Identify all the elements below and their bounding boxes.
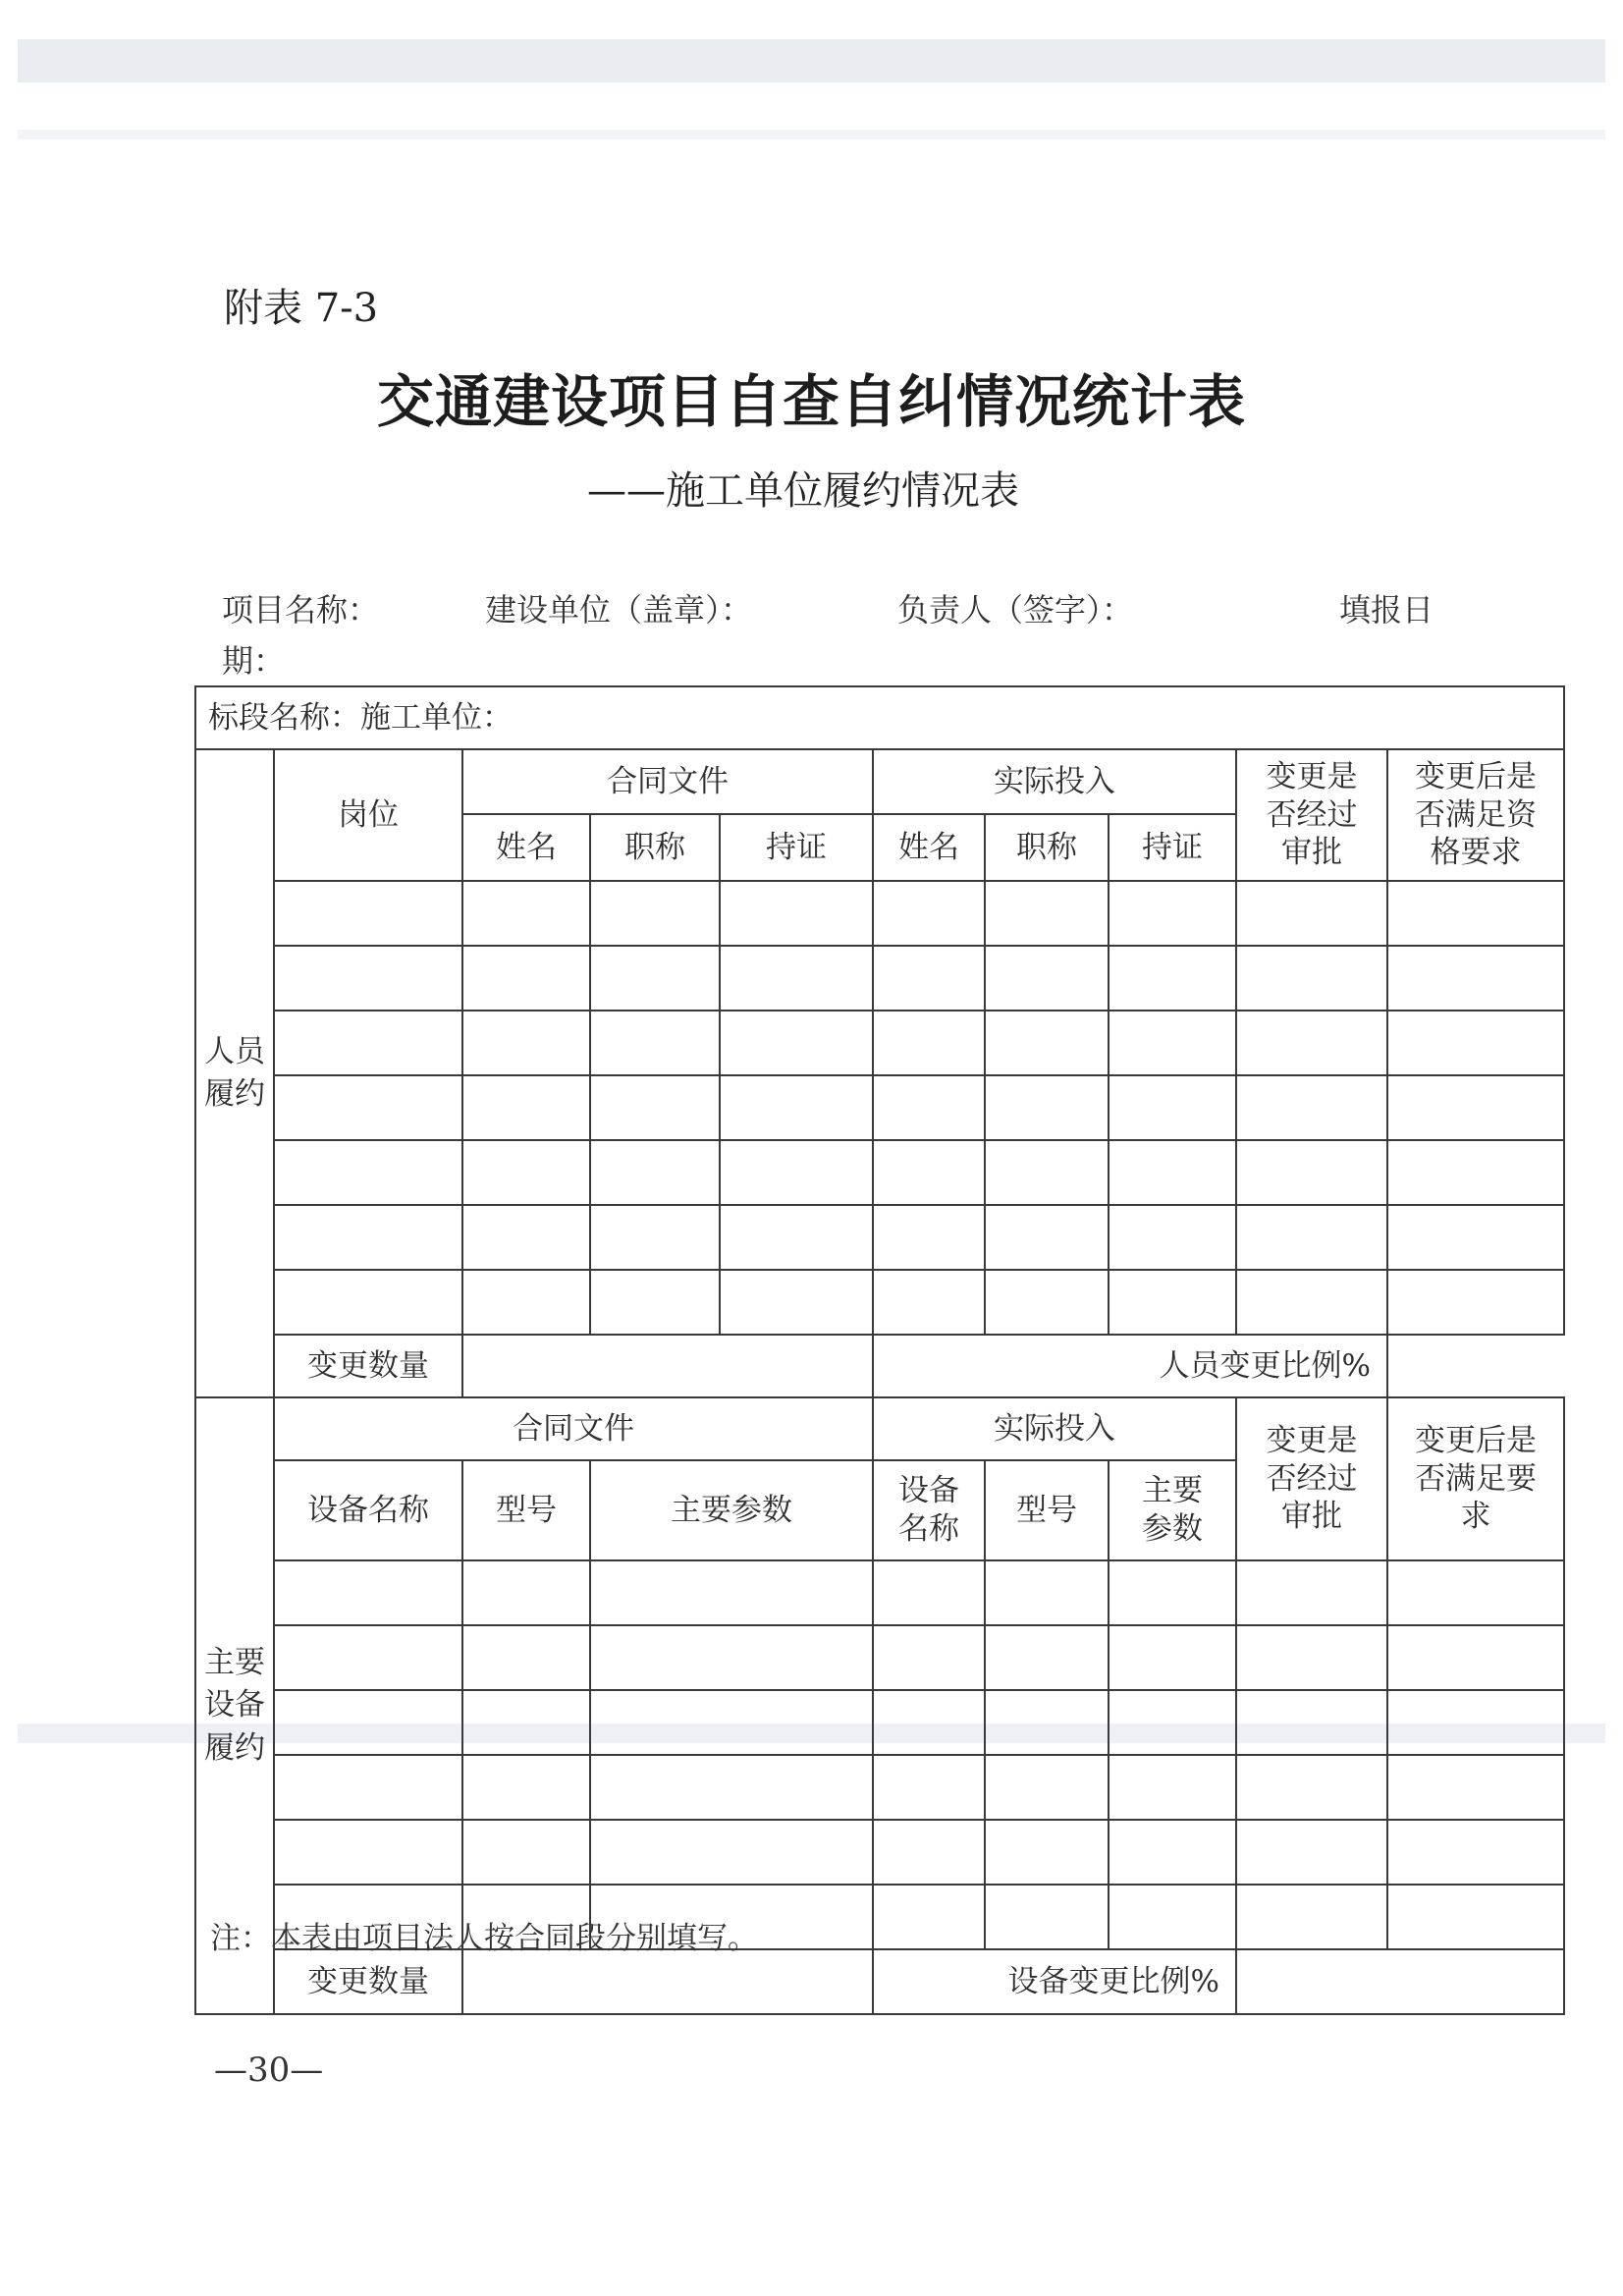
- actual-equip-params-text: 主要 参数: [1142, 1473, 1203, 1547]
- blank-cell[interactable]: [274, 946, 462, 1011]
- blank-cell[interactable]: [462, 1270, 590, 1335]
- blank-cell[interactable]: [873, 1625, 985, 1690]
- scan-artifact-line: [18, 130, 1605, 139]
- equip-change-approved-header: [1236, 1397, 1387, 1560]
- blank-cell[interactable]: [1387, 1625, 1564, 1690]
- blank-cell[interactable]: [873, 1270, 985, 1335]
- blank-cell[interactable]: [873, 1885, 985, 1949]
- personnel-change-ratio-label: 人员变更比例%: [873, 1335, 1387, 1397]
- blank-cell[interactable]: [1236, 946, 1387, 1011]
- equipment-change-ratio-label: 设备变更比例%: [873, 1949, 1236, 2014]
- blank-cell[interactable]: [985, 1011, 1109, 1075]
- blank-cell[interactable]: [590, 1755, 873, 1820]
- blank-cell[interactable]: [274, 1270, 462, 1335]
- blank-cell[interactable]: [985, 881, 1109, 946]
- blank-cell[interactable]: [1236, 1270, 1387, 1335]
- blank-cell[interactable]: [1387, 1140, 1564, 1205]
- blank-cell[interactable]: [1387, 1075, 1564, 1140]
- blank-cell[interactable]: [1109, 1270, 1236, 1335]
- section-name-cell[interactable]: 标段名称：施工单位：: [195, 686, 1564, 749]
- appendix-label: 附表 7-3: [224, 286, 379, 331]
- table-row: [195, 946, 1564, 1011]
- actual-equip-name-text: 设备 名称: [898, 1473, 959, 1547]
- blank-cell[interactable]: [985, 1755, 1109, 1820]
- blank-cell[interactable]: [985, 1625, 1109, 1690]
- blank-cell[interactable]: [590, 946, 720, 1011]
- table-row: [195, 1075, 1564, 1140]
- blank-cell[interactable]: [873, 1820, 985, 1885]
- blank-cell[interactable]: [274, 1205, 462, 1270]
- blank-cell[interactable]: [462, 1140, 590, 1205]
- blank-cell[interactable]: [985, 1140, 1109, 1205]
- contract-cert-header: 持证: [720, 814, 873, 881]
- blank-cell[interactable]: [1236, 881, 1387, 946]
- blank-cell[interactable]: [1109, 1755, 1236, 1820]
- blank-cell[interactable]: [1236, 1011, 1387, 1075]
- blank-cell[interactable]: [462, 1011, 590, 1075]
- blank-cell[interactable]: [590, 1011, 720, 1075]
- equip-contract-docs-header: 合同文件: [274, 1397, 873, 1460]
- table-row: [195, 1690, 1564, 1755]
- blank-cell[interactable]: [985, 1820, 1109, 1885]
- change-approved-text: 变更是 否经过 审批: [1266, 758, 1358, 871]
- blank-cell[interactable]: [462, 1625, 590, 1690]
- blank-cell[interactable]: [1109, 1205, 1236, 1270]
- blank-cell[interactable]: [985, 946, 1109, 1011]
- project-name-label: 项目名称：: [222, 591, 380, 629]
- blank-cell[interactable]: [1387, 1690, 1564, 1755]
- responsible-person-label: 负责人（签字）：: [897, 591, 1134, 629]
- blank-cell[interactable]: [1236, 1140, 1387, 1205]
- equip-change-approved-text: 变更是 否经过 审批: [1266, 1422, 1358, 1535]
- fill-date-label-cont: 期：: [222, 642, 286, 680]
- blank-cell[interactable]: [274, 1625, 462, 1690]
- blank-cell[interactable]: [274, 1690, 462, 1755]
- contract-title-header: 职称: [590, 814, 720, 881]
- blank-cell[interactable]: [1109, 1820, 1236, 1885]
- blank-cell[interactable]: [1236, 1820, 1387, 1885]
- blank-cell[interactable]: [720, 946, 873, 1011]
- table-note: 注：本表由项目法人按合同段分别填写。: [210, 1921, 758, 1956]
- personnel-header-row: [195, 749, 1564, 814]
- blank-cell[interactable]: [1109, 1625, 1236, 1690]
- blank-cell[interactable]: [720, 1140, 873, 1205]
- blank-cell[interactable]: [590, 1690, 873, 1755]
- blank-cell[interactable]: [873, 1755, 985, 1820]
- equipment-change-ratio-value[interactable]: [1236, 1949, 1564, 2014]
- blank-cell[interactable]: [274, 1755, 462, 1820]
- actual-equip-model-header: 型号: [985, 1460, 1109, 1560]
- blank-cell[interactable]: [590, 1270, 720, 1335]
- blank-cell[interactable]: [590, 1205, 720, 1270]
- table-row: [195, 1270, 1564, 1335]
- blank-cell[interactable]: [274, 1011, 462, 1075]
- blank-cell[interactable]: [1109, 881, 1236, 946]
- blank-cell[interactable]: [274, 1820, 462, 1885]
- page-subtitle: ——施工单位履约情况表: [587, 468, 1019, 514]
- personnel-side-text: 人员 履约: [204, 1033, 265, 1112]
- blank-cell[interactable]: [873, 1075, 985, 1140]
- blank-cell[interactable]: [1109, 1690, 1236, 1755]
- page-title: 交通建设项目自查自纠情况统计表: [376, 368, 1246, 435]
- blank-cell[interactable]: [873, 1205, 985, 1270]
- blank-cell[interactable]: [873, 881, 985, 946]
- blank-cell[interactable]: [1236, 1075, 1387, 1140]
- table-row: [195, 1011, 1564, 1075]
- blank-cell[interactable]: [1109, 1140, 1236, 1205]
- blank-cell[interactable]: [1236, 1755, 1387, 1820]
- blank-cell[interactable]: [873, 946, 985, 1011]
- blank-cell[interactable]: [1387, 881, 1564, 946]
- table-row: [195, 1140, 1564, 1205]
- blank-cell[interactable]: [1387, 1885, 1564, 1949]
- blank-cell[interactable]: [720, 1270, 873, 1335]
- table-row: [195, 1560, 1564, 1625]
- blank-cell[interactable]: [1236, 1885, 1387, 1949]
- blank-cell[interactable]: [590, 1820, 873, 1885]
- equip-name-header: 设备名称: [274, 1460, 462, 1560]
- blank-cell[interactable]: [590, 1140, 720, 1205]
- contract-docs-header: 合同文件: [462, 749, 873, 814]
- blank-cell[interactable]: [1236, 1625, 1387, 1690]
- actual-equip-params-header: [1109, 1460, 1236, 1560]
- scan-artifact-band: [18, 39, 1605, 82]
- blank-cell[interactable]: [462, 1820, 590, 1885]
- blank-cell[interactable]: [1387, 1560, 1564, 1625]
- blank-cell[interactable]: [462, 1075, 590, 1140]
- equip-params-header: 主要参数: [590, 1460, 873, 1560]
- blank-cell[interactable]: [1236, 1560, 1387, 1625]
- blank-cell[interactable]: [462, 1690, 590, 1755]
- blank-cell[interactable]: [1387, 1820, 1564, 1885]
- blank-cell[interactable]: [274, 1140, 462, 1205]
- equipment-change-count-value[interactable]: [462, 1949, 873, 2014]
- equip-meets-requirements-text: 变更后是 否满足要 求: [1415, 1422, 1538, 1535]
- blank-cell[interactable]: [985, 1690, 1109, 1755]
- equipment-side-text: 主要 设备 履约: [204, 1644, 265, 1766]
- construction-unit-label: 建设单位（盖章）：: [485, 591, 753, 629]
- table-row: [195, 1205, 1564, 1270]
- equip-actual-input-header: 实际投入: [873, 1397, 1236, 1460]
- blank-cell[interactable]: [985, 1885, 1109, 1949]
- equipment-summary-row: [195, 1949, 1564, 2014]
- blank-cell[interactable]: [590, 881, 720, 946]
- blank-cell[interactable]: [462, 1205, 590, 1270]
- blank-cell[interactable]: [590, 1625, 873, 1690]
- table-row: [195, 1625, 1564, 1690]
- equip-meets-requirements-header: [1387, 1397, 1564, 1560]
- blank-cell[interactable]: [873, 1011, 985, 1075]
- actual-title-header: 职称: [985, 814, 1109, 881]
- blank-cell[interactable]: [1236, 1205, 1387, 1270]
- blank-cell[interactable]: [590, 1560, 873, 1625]
- fill-date-label: 填报日: [1339, 591, 1434, 629]
- blank-cell[interactable]: [1387, 946, 1564, 1011]
- actual-cert-header: 持证: [1109, 814, 1236, 881]
- blank-cell[interactable]: [720, 1011, 873, 1075]
- personnel-change-count-value[interactable]: [462, 1335, 873, 1397]
- personnel-change-count-label: 变更数量: [274, 1335, 462, 1397]
- blank-cell[interactable]: [1387, 1011, 1564, 1075]
- contract-name-header: 姓名: [462, 814, 590, 881]
- equipment-change-count-label: 变更数量: [274, 1949, 462, 2014]
- blank-cell[interactable]: [873, 1690, 985, 1755]
- blank-cell[interactable]: [985, 1075, 1109, 1140]
- performance-form-table: [194, 685, 1565, 2015]
- actual-equip-name-header: [873, 1460, 985, 1560]
- blank-cell[interactable]: [1109, 1560, 1236, 1625]
- blank-cell[interactable]: [462, 1755, 590, 1820]
- personnel-change-ratio-value[interactable]: [1387, 1335, 1564, 1397]
- blank-cell[interactable]: [1236, 1690, 1387, 1755]
- blank-cell[interactable]: [720, 1075, 873, 1140]
- blank-cell[interactable]: [274, 1075, 462, 1140]
- blank-cell[interactable]: [1387, 1755, 1564, 1820]
- change-approved-header: [1236, 749, 1387, 881]
- blank-cell[interactable]: [873, 1140, 985, 1205]
- table-row: [195, 881, 1564, 946]
- blank-cell[interactable]: [462, 1560, 590, 1625]
- section-row: [195, 686, 1564, 749]
- blank-cell[interactable]: [720, 1205, 873, 1270]
- blank-cell[interactable]: [1109, 1075, 1236, 1140]
- blank-cell[interactable]: [985, 1270, 1109, 1335]
- table-row: [195, 1755, 1564, 1820]
- meets-requirements-header: [1387, 749, 1564, 881]
- blank-cell[interactable]: [720, 881, 873, 946]
- blank-cell[interactable]: [590, 1075, 720, 1140]
- blank-cell[interactable]: [1109, 946, 1236, 1011]
- blank-cell[interactable]: [274, 881, 462, 946]
- equipment-header-row: [195, 1397, 1564, 1460]
- actual-name-header: 姓名: [873, 814, 985, 881]
- page-number: —30—: [214, 2050, 324, 2090]
- personnel-summary-row: [195, 1335, 1564, 1397]
- table-row: [195, 1820, 1564, 1885]
- personnel-side-label: [195, 749, 274, 1397]
- blank-cell[interactable]: [1387, 1270, 1564, 1335]
- blank-cell[interactable]: [985, 1205, 1109, 1270]
- blank-cell[interactable]: [985, 1560, 1109, 1625]
- blank-cell[interactable]: [462, 946, 590, 1011]
- blank-cell[interactable]: [274, 1560, 462, 1625]
- actual-input-header: 实际投入: [873, 749, 1236, 814]
- blank-cell[interactable]: [873, 1560, 985, 1625]
- meets-requirements-text: 变更后是 否满足资 格要求: [1415, 758, 1538, 871]
- blank-cell[interactable]: [1387, 1205, 1564, 1270]
- blank-cell[interactable]: [1109, 1885, 1236, 1949]
- equip-model-header: 型号: [462, 1460, 590, 1560]
- blank-cell[interactable]: [462, 881, 590, 946]
- position-header: 岗位: [274, 749, 462, 881]
- blank-cell[interactable]: [1109, 1011, 1236, 1075]
